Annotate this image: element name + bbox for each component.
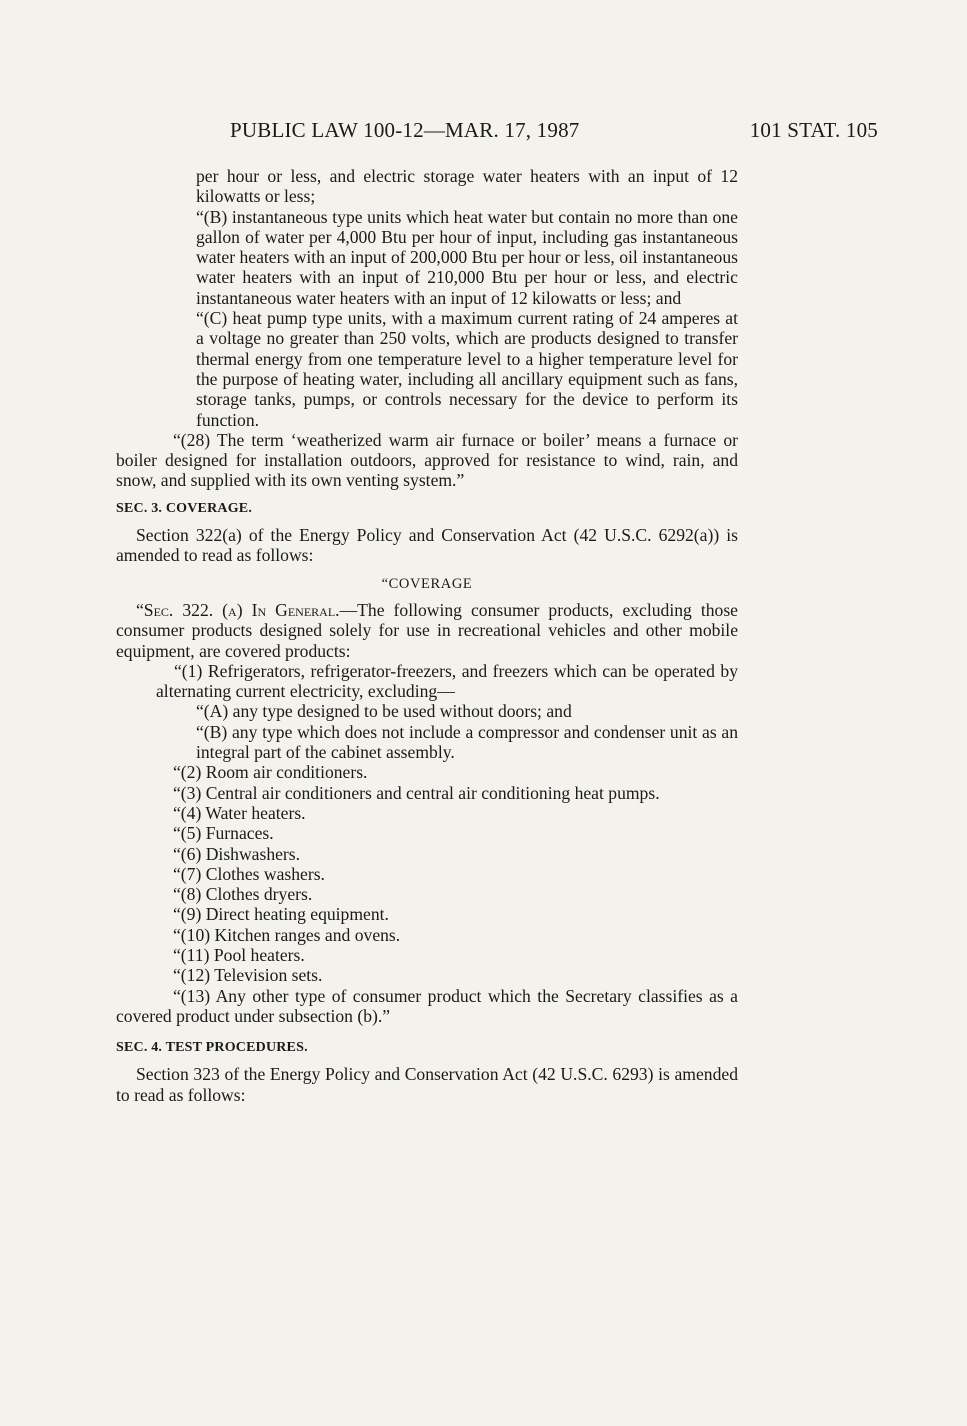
item-9: “(9) Direct heating equipment. xyxy=(173,904,389,925)
section-322-body: —The following consumer products, excluding those consumer products designed solely for use in recreational vehicles and other mobile equipment, are covered products: xyxy=(116,599,738,661)
item-1a: “(A) any type designed to be used without doors; and xyxy=(196,701,572,722)
section-322-text xyxy=(116,600,738,661)
item-10: “(10) Kitchen ranges and ovens. xyxy=(173,924,401,945)
section-3-text: Section 322(a) of the Energy Policy and Conservation Act (42 U.S.C. 6292(a)) is amended to read as follows: xyxy=(116,525,738,566)
item-7: “(7) Clothes washers. xyxy=(173,863,325,884)
coverage-caption: “COVERAGE xyxy=(381,575,473,592)
item-6: “(6) Dishwashers. xyxy=(173,843,301,864)
paragraph-continued: per hour or less, and electric storage water heaters with an input of 12 kilowatts or less; xyxy=(196,166,738,207)
section-4-text: Section 323 of the Energy Policy and Conservation Act (42 U.S.C. 6293) is amended to read as follows: xyxy=(116,1064,738,1105)
item-11: “(11) Pool heaters. xyxy=(173,944,305,965)
item-1: “(1) Refrigerators, refrigerator-freezers, and freezers which can be operated by alternating current electricity, excluding— xyxy=(156,660,738,702)
section-4-heading: SEC. 4. TEST PROCEDURES. xyxy=(116,1040,308,1056)
item-5: “(5) Furnaces. xyxy=(173,823,274,844)
document-body xyxy=(116,166,738,1105)
law-title: PUBLIC LAW 100-12—MAR. 17, 1987 xyxy=(230,118,580,142)
paragraph-c: “(C) heat pump type units, with a maximum current rating of 24 amperes at a voltage no greater than 250 volts, which are products designed to transfer thermal energy from one temperature level to a higher temperature level for the purpose of heating water, including all ancillary equipment such as fans, storage tanks, pumps, or controls necessary for the device to perform its function. xyxy=(196,308,738,430)
item-4: “(4) Water heaters. xyxy=(173,802,306,823)
paragraph-b-text: “(B) instantaneous type units which heat water but contain no more than one gallon of water per 4,000 Btu per hour of input, including gas instantaneous water heaters with an input of 200,000 Btu per hour or less, oil instantaneous water heaters with an input of 210,000 Btu per hour or less, and electric instantaneous water heaters with an input of 12 kilowatts or less; and xyxy=(196,206,738,308)
page-header xyxy=(230,118,878,146)
section-3-heading: SEC. 3. COVERAGE. xyxy=(116,500,253,516)
page-number: 101 STAT. 105 xyxy=(749,118,878,142)
section-322-label: “Sec. 322. (a) In General. xyxy=(136,599,340,620)
item-12: “(12) Television sets. xyxy=(173,965,323,986)
item-2: “(2) Room air conditioners. xyxy=(173,762,368,783)
item-3: “(3) Central air conditioners and central air conditioning heat pumps. xyxy=(173,782,660,803)
item-1b: “(B) any type which does not include a compressor and condenser unit as an integral part of the cabinet assembly. xyxy=(196,721,738,763)
item-13: “(13) Any other type of consumer product which the Secretary classifies as a covered product under subsection (b).” xyxy=(116,985,738,1026)
item-8: “(8) Clothes dryers. xyxy=(173,884,313,905)
paragraph-b xyxy=(116,207,738,308)
paragraph-28: “(28) The term ‘weatherized warm air furnace or boiler’ means a furnace or boiler designed for installation outdoors, approved for resistance to wind, rain, and snow, and supplied with its own venting system.” xyxy=(116,429,738,491)
